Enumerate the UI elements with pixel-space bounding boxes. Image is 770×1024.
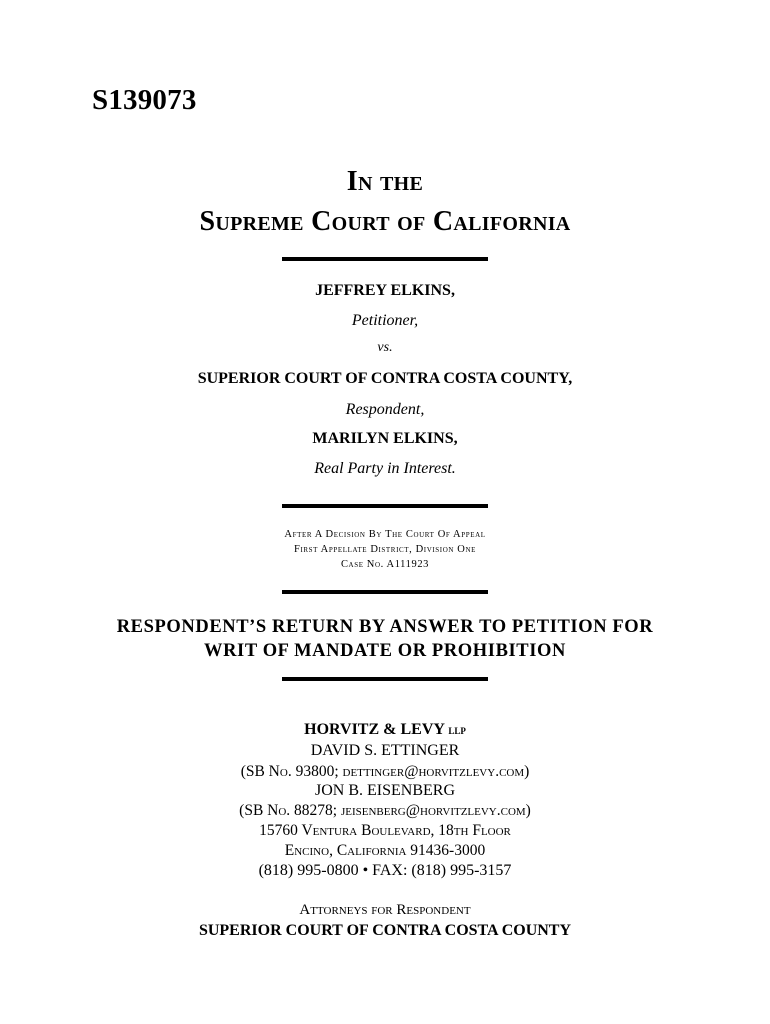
divider-rule [282, 257, 488, 261]
document-title-line1: RESPONDENT’S RETURN BY ANSWER TO PETITION FOR [116, 617, 654, 637]
address-line1: 15760 Ventura Boulevard, 18th Floor [259, 822, 511, 839]
divider-rule [282, 590, 488, 594]
real-party-role: Real Party in Interest. [314, 460, 456, 477]
appeal-case-number: Case No. A111923 [340, 559, 430, 570]
case-number: S139073 [92, 84, 197, 116]
attorneys-for-label: Attorneys for Respondent [299, 902, 471, 918]
appeal-line1: After A Decision By The Court Of Appeal [284, 529, 486, 540]
firm-name [0, 721, 770, 739]
divider-rule [282, 504, 488, 508]
appeal-line2: First Appellate District, Division One [294, 544, 476, 555]
attorney1-bar-info: (SB No. 93800; dettinger@horvitzlevy.com) [240, 763, 530, 780]
petitioner-name: JEFFREY ELKINS, [315, 282, 455, 299]
versus-label: vs. [377, 340, 393, 355]
document-title-line2: WRIT OF MANDATE OR PROHIBITION [204, 641, 566, 661]
phone-fax: (818) 995-0800 • FAX: (818) 995-3157 [258, 862, 512, 879]
attorney2-name: JON B. EISENBERG [314, 782, 455, 799]
attorney1-name: DAVID S. ETTINGER [310, 742, 460, 759]
firm-name-text: HORVITZ & LEVY [304, 721, 445, 738]
respondent-name: SUPERIOR COURT OF CONTRA COSTA COUNTY, [197, 370, 573, 387]
firm-suffix: llp [448, 722, 466, 737]
court-heading-line1: In the [346, 166, 424, 197]
address-line2: Encino, California 91436-3000 [284, 842, 486, 859]
real-party-name: MARILYN ELKINS, [312, 430, 458, 447]
court-heading-line2: Supreme Court of California [199, 206, 571, 237]
divider-rule [282, 677, 488, 681]
petitioner-role: Petitioner, [351, 312, 419, 329]
client-name: SUPERIOR COURT OF CONTRA COSTA COUNTY [198, 922, 572, 939]
attorney2-bar-info: (SB No. 88278; jeisenberg@horvitzlevy.com) [239, 802, 531, 819]
respondent-role: Respondent, [345, 401, 425, 418]
